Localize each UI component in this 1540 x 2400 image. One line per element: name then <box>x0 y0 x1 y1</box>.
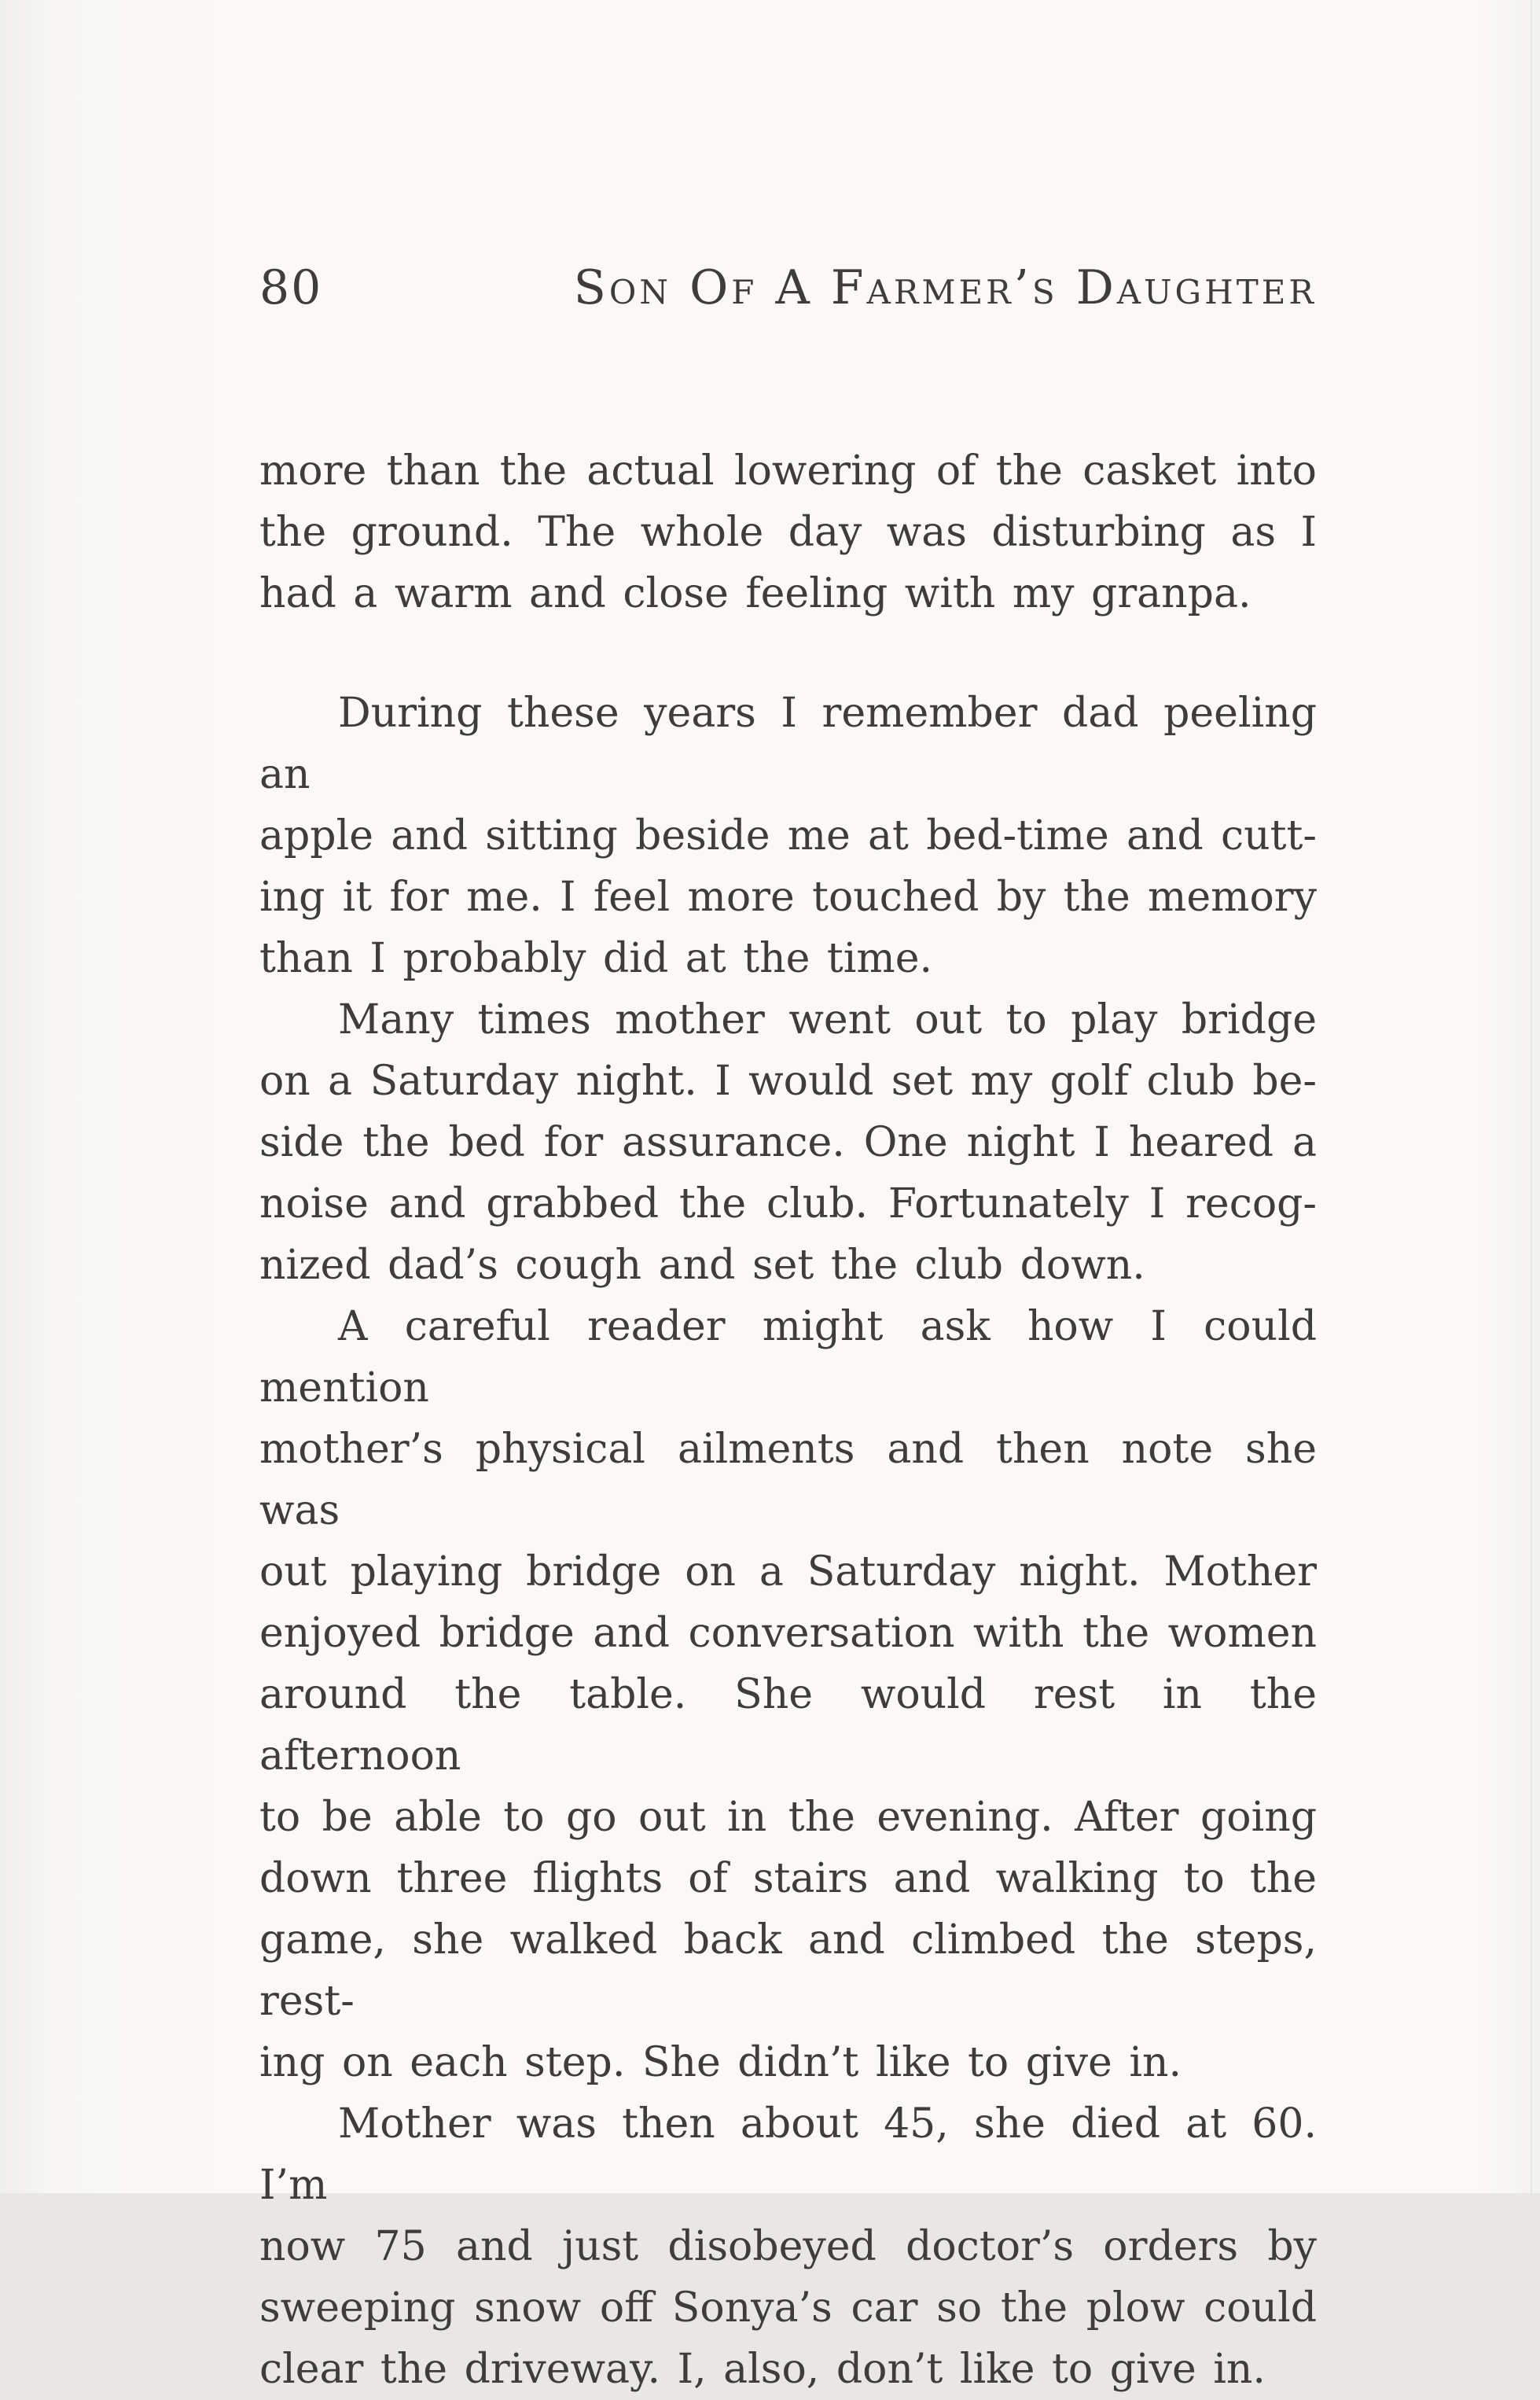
text-line: ing it for me. I feel more touched by the memory <box>259 874 1317 921</box>
text-line: side the bed for assurance. One night I heared a <box>259 1119 1317 1166</box>
text-line: enjoyed bridge and conversation with the women <box>259 1610 1317 1657</box>
text-line: Many times mother went out to play bridge <box>338 996 1317 1044</box>
text-line: than I probably did at the time. <box>259 935 933 982</box>
text-line: now 75 and just disobeyed doctor’s orders by <box>259 2223 1317 2270</box>
text-line: Mother was then about 45, she died at 60. I’m <box>259 2100 1317 2209</box>
text-line: ing on each step. She didn’t like to give in. <box>259 2039 1182 2086</box>
text-line: to be able to go out in the evening. After going <box>259 1794 1317 1841</box>
text-line: nized dad’s cough and set the club down. <box>259 1242 1145 1289</box>
paragraph <box>259 989 1317 1296</box>
text-line: out playing bridge on a Saturday night. Mother <box>259 1548 1317 1596</box>
text-line: A careful reader might ask how I could mention <box>259 1303 1317 1412</box>
text-line: apple and sitting beside me at bed-time and cutt- <box>259 812 1317 860</box>
text-line: mother’s physical ailments and then note she was <box>259 1426 1317 1534</box>
paragraph <box>259 1296 1317 2093</box>
text-line: down three flights of stairs and walking to the <box>259 1855 1317 1902</box>
running-title: Son Of A Farmer’s Daughter <box>573 260 1317 315</box>
paragraph <box>259 683 1317 989</box>
text-line: noise and grabbed the club. Fortunately I recog- <box>259 1180 1317 1228</box>
page-number: 80 <box>259 260 323 315</box>
text-line: sweeping snow off Sonya’s car so the plow could <box>259 2284 1317 2332</box>
text-line: the ground. The whole day was disturbing as I <box>259 509 1317 556</box>
text-line: more than the actual lowering of the casket into <box>259 447 1317 495</box>
text-line: had a warm and close feeling with my granpa. <box>259 570 1251 617</box>
text-line: game, she walked back and climbed the steps, rest- <box>259 1916 1317 2025</box>
text-block <box>259 440 1317 2400</box>
paragraph <box>259 2093 1317 2400</box>
text-line: on a Saturday night. I would set my golf club be- <box>259 1058 1317 1105</box>
text-line: During these years I remember dad peeling an <box>259 690 1317 798</box>
paragraph <box>259 440 1317 624</box>
text-line: clear the driveway. I, also, don’t like to give in. <box>259 2346 1266 2393</box>
text-line: around the table. She would rest in the afternoon <box>259 1671 1317 1780</box>
running-head <box>259 260 1317 315</box>
